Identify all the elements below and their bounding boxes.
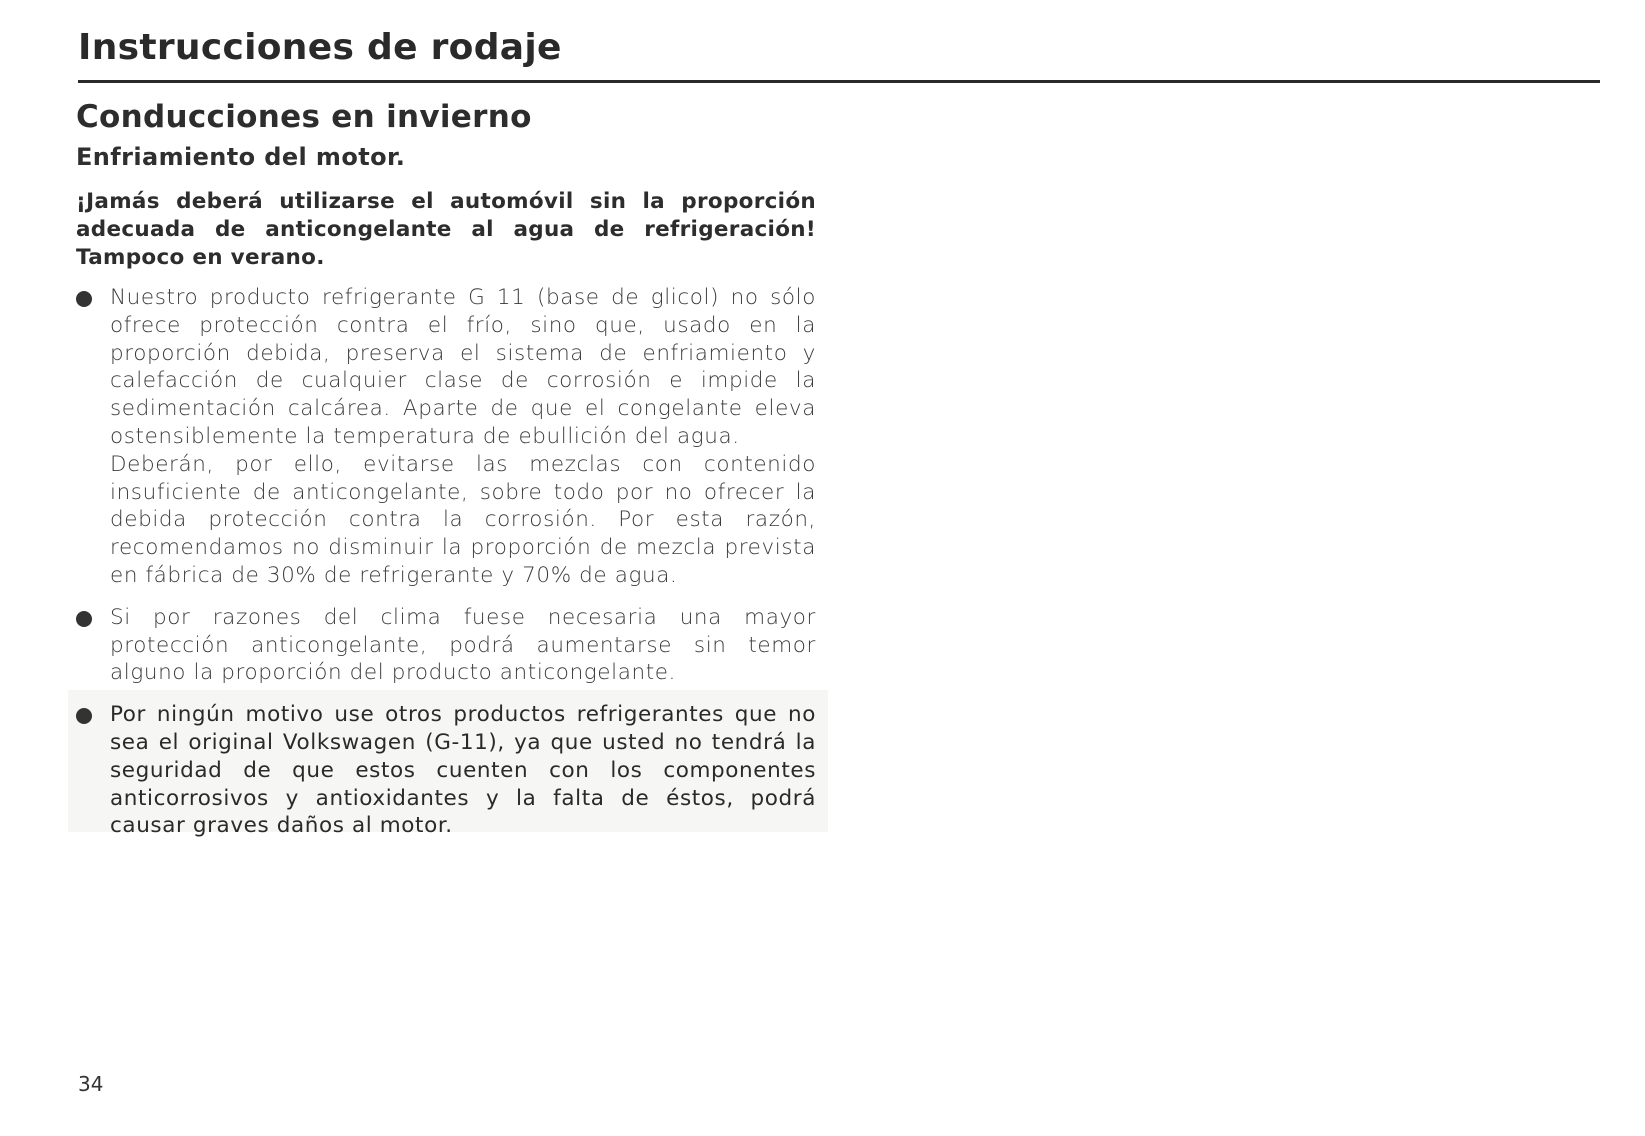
main-content	[76, 96, 816, 854]
bullet-dot-icon	[76, 708, 92, 724]
subsection-title: Enfriamiento del motor.	[76, 143, 406, 171]
page-title: Instrucciones de rodaje	[78, 27, 562, 68]
header-divider	[78, 80, 1600, 83]
bullet-paragraph: Por ningún motivo use otros productos refrigerantes que no sea el original Volkswagen (G-11), ya que usted no tendrá la seguridad de que estos cuenten con los componentes anticorrosivos y antioxidantes y la falta de éstos, podrá causar graves daños al motor.	[110, 702, 816, 839]
bullet-item-original-coolant	[76, 701, 816, 840]
bullet-dot-icon	[76, 291, 92, 307]
bullet-dot-icon	[76, 611, 92, 627]
page-number: 34	[78, 1072, 104, 1096]
bullet-paragraph: Nuestro producto refrigerante G 11 (base de glicol) no sólo ofrece protección contra el frío, sino que, usado en la proporción debida, preserva el sistema de enfriamiento y calefacción de cualquier clase de corrosión e impide la sedimentación calcárea. Aparte de que el congelante eleva ostensiblemente la temperatura de ebullición del agua.	[110, 285, 816, 449]
section-title: Conducciones en invierno	[76, 99, 532, 135]
bullet-item-coolant-g11	[76, 284, 816, 590]
bullet-paragraph: Si por razones del clima fuese necesaria una mayor protección anticongelante, podrá aumentarse sin temor alguno la proporción del producto anticongelante.	[110, 604, 816, 686]
bullet-item-climate	[76, 604, 816, 687]
warning-text: ¡Jamás deberá utilizarse el automóvil sin la proporción adecuada de anticongelante al agua de refrigeración! Tampoco en verano.	[76, 189, 816, 270]
bullet-list	[76, 284, 816, 840]
bullet-paragraph: Deberán, por ello, evitarse las mezclas con contenido insuficiente de anticongelante, sobre todo por no ofrecer la debida protección contra la corrosión. Por esta razón, recomendamos no disminuir la proporción de mezcla prevista en fábrica de 30% de refrigerante y 70% de agua.	[110, 451, 816, 588]
